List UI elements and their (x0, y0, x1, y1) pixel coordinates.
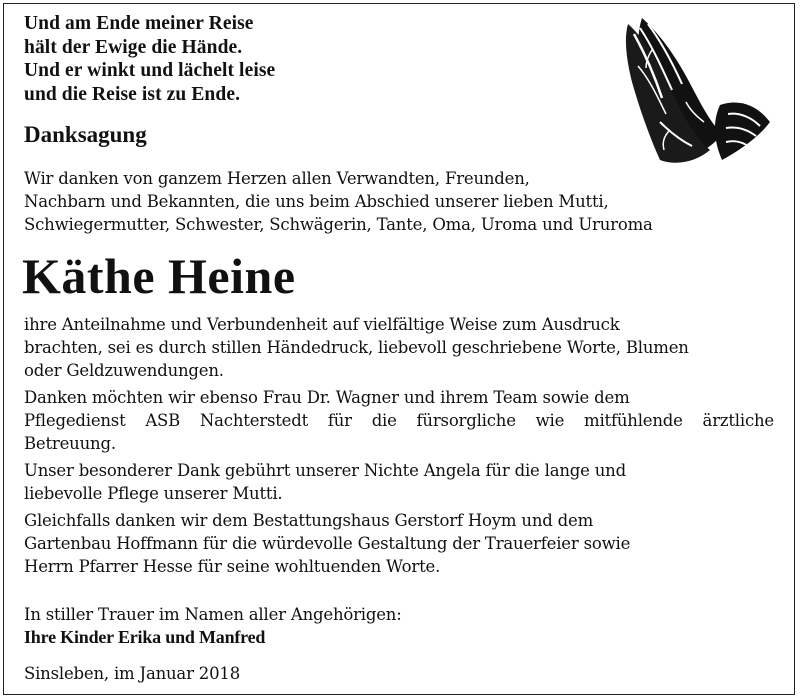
intro-line: Nachbarn und Bekannten, die uns beim Abschied unserer lieben Mutti, (24, 192, 609, 211)
intro-line: Wir danken von ganzem Herzen allen Verwandten, Freunden, (24, 169, 530, 188)
signoff (24, 603, 402, 649)
paragraph-line: Herrn Pfarrer Hesse für seine wohltuenden Worte. (24, 557, 441, 576)
place-date: Sinsleben, im Januar 2018 (24, 664, 240, 683)
paragraph-care (24, 459, 774, 505)
deceased-name: Käthe Heine (22, 248, 296, 304)
paragraph-line: Gleichfalls danken wir dem Bestattungshaus Gerstorf Hoym und dem (24, 511, 594, 530)
paragraph-participation (24, 313, 774, 382)
paragraph-line: brachten, sei es durch stillen Händedruck, liebevoll geschriebene Worte, Blumen (24, 338, 689, 357)
poem-line: und die Reise ist zu Ende. (24, 83, 241, 105)
paragraph-line: ihre Anteilnahme und Verbundenheit auf vielfältige Weise zum Ausdruck (24, 315, 620, 334)
paragraph-line: liebevolle Pflege unserer Mutti. (24, 484, 283, 503)
signoff-line: In stiller Trauer im Namen aller Angehörigen: (24, 605, 402, 624)
poem-line: Und am Ende meiner Reise (24, 13, 254, 34)
paragraph-line: oder Geldzuwendungen. (24, 361, 224, 380)
intro-line: Schwiegermutter, Schwester, Schwägerin, Tante, Oma, Uroma und Ururoma (24, 215, 653, 234)
paragraph-funeral (24, 509, 774, 578)
paragraph-line: Pflegedienst ASB Nachterstedt für die fürsorgliche wie mitfühlende ärztliche (24, 411, 774, 430)
poem-line: Und er winkt und lächelt leise (24, 60, 276, 81)
poem-line: hält der Ewige die Hände. (24, 36, 243, 58)
paragraph-line: Danken möchten wir ebenso Frau Dr. Wagner und ihrem Team sowie dem (24, 388, 630, 407)
paragraph-line: Gartenbau Hoffmann für die würdevolle Gestaltung der Trauerfeier sowie (24, 534, 631, 553)
paragraph-medical (24, 386, 774, 455)
thanks-body (24, 313, 774, 582)
paragraph-line: Unser besonderer Dank gebührt unserer Nichte Angela für die lange und (24, 461, 626, 480)
signers: Ihre Kinder Erika und Manfred (24, 627, 266, 647)
poem (24, 12, 275, 106)
notice-heading: Danksagung (24, 122, 147, 147)
praying-hands-icon (600, 10, 780, 170)
paragraph-line: Betreuung. (24, 434, 116, 453)
intro-text (24, 167, 774, 236)
